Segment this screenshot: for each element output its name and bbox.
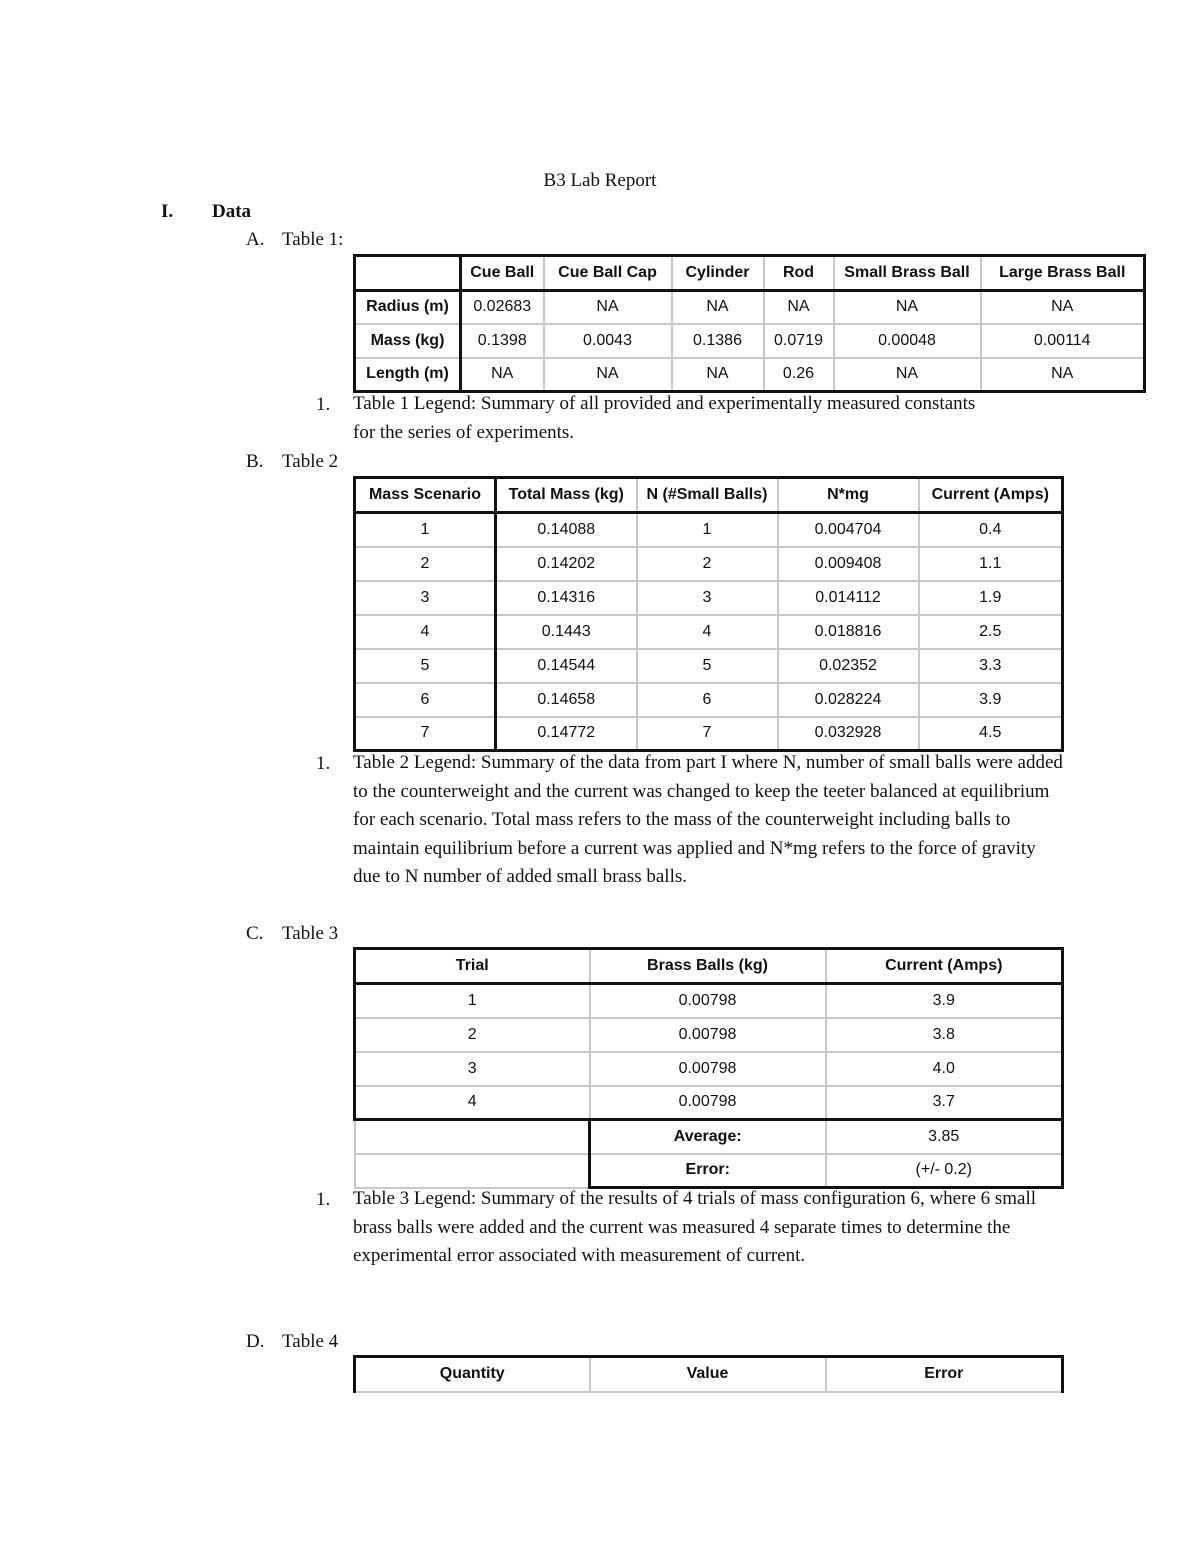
table-cell: 1 xyxy=(637,513,778,547)
table-cell-empty xyxy=(355,1154,590,1188)
page-title: B3 Lab Report xyxy=(543,170,657,191)
table-cell: 0.02352 xyxy=(778,649,919,683)
table-4-header-row xyxy=(355,1357,1063,1392)
table-cell: 0.1386 xyxy=(672,324,764,358)
subsection-b-letter: B. xyxy=(246,451,264,472)
table-row xyxy=(355,324,1145,358)
table-row xyxy=(355,615,1063,649)
table-2-legend: Table 2 Legend: Summary of the data from part I where N, number of small balls were added to the counterweight and the current was changed to keep the teeter balanced at equilibrium for each scenario. Total mass refers to the mass of the counterweight including balls to maintain equilibrium before a current was applied and N*mg refers to the force of gravity due to N number of added small brass balls. xyxy=(353,752,1063,887)
table-row xyxy=(355,358,1145,392)
table-cell: 1 xyxy=(355,984,590,1018)
table-1 xyxy=(353,254,1146,393)
table-cell: 7 xyxy=(637,717,778,751)
error-label: Error: xyxy=(590,1154,826,1188)
table-cell: 0.1443 xyxy=(496,615,637,649)
average-label: Average: xyxy=(590,1120,826,1154)
table-1-header-cell: Small Brass Ball xyxy=(834,256,981,291)
table-cell: 5 xyxy=(355,649,496,683)
table-row xyxy=(355,291,1145,324)
table-cell: NA xyxy=(834,358,981,392)
table-cell: 6 xyxy=(355,683,496,717)
table-3-header-cell: Brass Balls (kg) xyxy=(590,949,826,984)
table-cell: 0.14658 xyxy=(496,683,637,717)
table-cell: 0.0043 xyxy=(544,324,672,358)
table-cell: 3 xyxy=(355,581,496,615)
table-cell: 0.014112 xyxy=(778,581,919,615)
table-2-header-cell: Current (Amps) xyxy=(919,478,1063,513)
subsection-b-label: Table 2 xyxy=(282,451,339,472)
subsection-c-label: Table 3 xyxy=(282,923,339,944)
table-3-header-cell: Trial xyxy=(355,949,590,984)
table-cell: NA xyxy=(764,291,834,324)
section-title: Data xyxy=(212,201,252,222)
table-3-error-row xyxy=(355,1154,1063,1188)
table-cell: 0.14544 xyxy=(496,649,637,683)
section-number: I. xyxy=(161,201,174,222)
table-cell: 3.9 xyxy=(919,683,1063,717)
table-1-row-label: Mass (kg) xyxy=(355,324,461,358)
table-cell: 0.028224 xyxy=(778,683,919,717)
table-row xyxy=(355,1018,1063,1052)
table-cell: 0.4 xyxy=(919,513,1063,547)
table-cell: 2 xyxy=(637,547,778,581)
table-cell: 1.9 xyxy=(919,581,1063,615)
table-1-header-cell: Cue Ball Cap xyxy=(544,256,672,291)
table-cell: 3.9 xyxy=(826,984,1063,1018)
table-cell: 0.14202 xyxy=(496,547,637,581)
table-cell: 0.00798 xyxy=(590,984,826,1018)
table-3-header-cell: Current (Amps) xyxy=(826,949,1063,984)
table-cell: 2.5 xyxy=(919,615,1063,649)
error-value: (+/- 0.2) xyxy=(826,1154,1063,1188)
subsection-d-label: Table 4 xyxy=(282,1331,339,1352)
table-cell: 1.1 xyxy=(919,547,1063,581)
table-row xyxy=(355,547,1063,581)
table-row xyxy=(355,1052,1063,1086)
table-cell: 4 xyxy=(355,1086,590,1120)
table-cell: NA xyxy=(461,358,544,392)
subsection-a-letter: A. xyxy=(246,229,265,250)
table-cell: 0.00798 xyxy=(590,1086,826,1120)
table-1-header-cell: Rod xyxy=(764,256,834,291)
table-row xyxy=(355,984,1063,1018)
table-cell: NA xyxy=(981,291,1145,324)
table-cell: 0.00114 xyxy=(981,324,1145,358)
table-3-legend: Table 3 Legend: Summary of the results of 4 trials of mass configuration 6, where 6 small brass balls were added and the current was measured 4 separate times to determine the experimental error associated with measurement of current. xyxy=(353,1188,1037,1266)
table-cell: 4 xyxy=(637,615,778,649)
table-cell: NA xyxy=(834,291,981,324)
table-row xyxy=(355,581,1063,615)
table-2-header-cell: Mass Scenario xyxy=(355,478,496,513)
legend-number: 1. xyxy=(316,394,331,415)
table-cell: 0.00798 xyxy=(590,1052,826,1086)
table-1-header-cell: Large Brass Ball xyxy=(981,256,1145,291)
table-1-row-label: Length (m) xyxy=(355,358,461,392)
subsection-d-letter: D. xyxy=(246,1331,265,1352)
table-cell: 0.032928 xyxy=(778,717,919,751)
table-1-header-cell: Cue Ball xyxy=(461,256,544,291)
table-row xyxy=(355,649,1063,683)
table-cell: 0.1398 xyxy=(461,324,544,358)
table-cell: 3 xyxy=(355,1052,590,1086)
table-cell: 0.018816 xyxy=(778,615,919,649)
table-4-header-cell: Error xyxy=(826,1357,1063,1392)
table-cell: 6 xyxy=(637,683,778,717)
table-4 xyxy=(353,1355,1064,1393)
table-row xyxy=(355,683,1063,717)
table-cell: 2 xyxy=(355,1018,590,1052)
table-cell: 4.5 xyxy=(919,717,1063,751)
table-cell: 0.14316 xyxy=(496,581,637,615)
table-3-header-row xyxy=(355,949,1063,984)
table-cell: NA xyxy=(672,291,764,324)
table-cell: NA xyxy=(544,358,672,392)
table-1-legend: Table 1 Legend: Summary of all provided and experimentally measured constants for the series of experiments. xyxy=(353,393,976,443)
table-cell: 0.00048 xyxy=(834,324,981,358)
table-cell: 3 xyxy=(637,581,778,615)
table-cell: 0.0719 xyxy=(764,324,834,358)
table-3-average-row xyxy=(355,1120,1063,1154)
table-row xyxy=(355,513,1063,547)
table-2 xyxy=(353,476,1064,752)
table-cell: 5 xyxy=(637,649,778,683)
table-4-header-cell: Value xyxy=(590,1357,826,1392)
legend-number: 1. xyxy=(316,753,331,774)
table-cell: NA xyxy=(672,358,764,392)
table-cell: 0.00798 xyxy=(590,1018,826,1052)
table-cell: 7 xyxy=(355,717,496,751)
table-row xyxy=(355,717,1063,751)
table-cell: 0.009408 xyxy=(778,547,919,581)
table-cell: 4.0 xyxy=(826,1052,1063,1086)
table-2-header-cell: Total Mass (kg) xyxy=(496,478,637,513)
subsection-c-letter: C. xyxy=(246,923,264,944)
table-cell: 0.26 xyxy=(764,358,834,392)
table-cell: 4 xyxy=(355,615,496,649)
table-cell: 3.3 xyxy=(919,649,1063,683)
table-cell: 3.7 xyxy=(826,1086,1063,1120)
table-1-header-cell: Cylinder xyxy=(672,256,764,291)
table-cell: NA xyxy=(544,291,672,324)
table-cell-empty xyxy=(355,1120,590,1154)
legend-number: 1. xyxy=(316,1189,331,1210)
table-1-header-row xyxy=(355,256,1145,291)
table-4-header-cell: Quantity xyxy=(355,1357,590,1392)
table-cell: 2 xyxy=(355,547,496,581)
table-2-header-cell: N (#Small Balls) xyxy=(637,478,778,513)
table-cell: 1 xyxy=(355,513,496,547)
table-1-header-cell xyxy=(355,256,461,291)
table-cell: 0.14772 xyxy=(496,717,637,751)
table-cell: NA xyxy=(981,358,1145,392)
table-2-header-row xyxy=(355,478,1063,513)
table-row xyxy=(355,1086,1063,1120)
table-1-row-label: Radius (m) xyxy=(355,291,461,324)
table-cell: 3.8 xyxy=(826,1018,1063,1052)
table-cell: 0.14088 xyxy=(496,513,637,547)
table-3 xyxy=(353,947,1064,1189)
table-cell: 0.02683 xyxy=(461,291,544,324)
table-2-header-cell: N*mg xyxy=(778,478,919,513)
average-value: 3.85 xyxy=(826,1120,1063,1154)
table-cell: 0.004704 xyxy=(778,513,919,547)
subsection-a-label: Table 1: xyxy=(282,229,344,250)
